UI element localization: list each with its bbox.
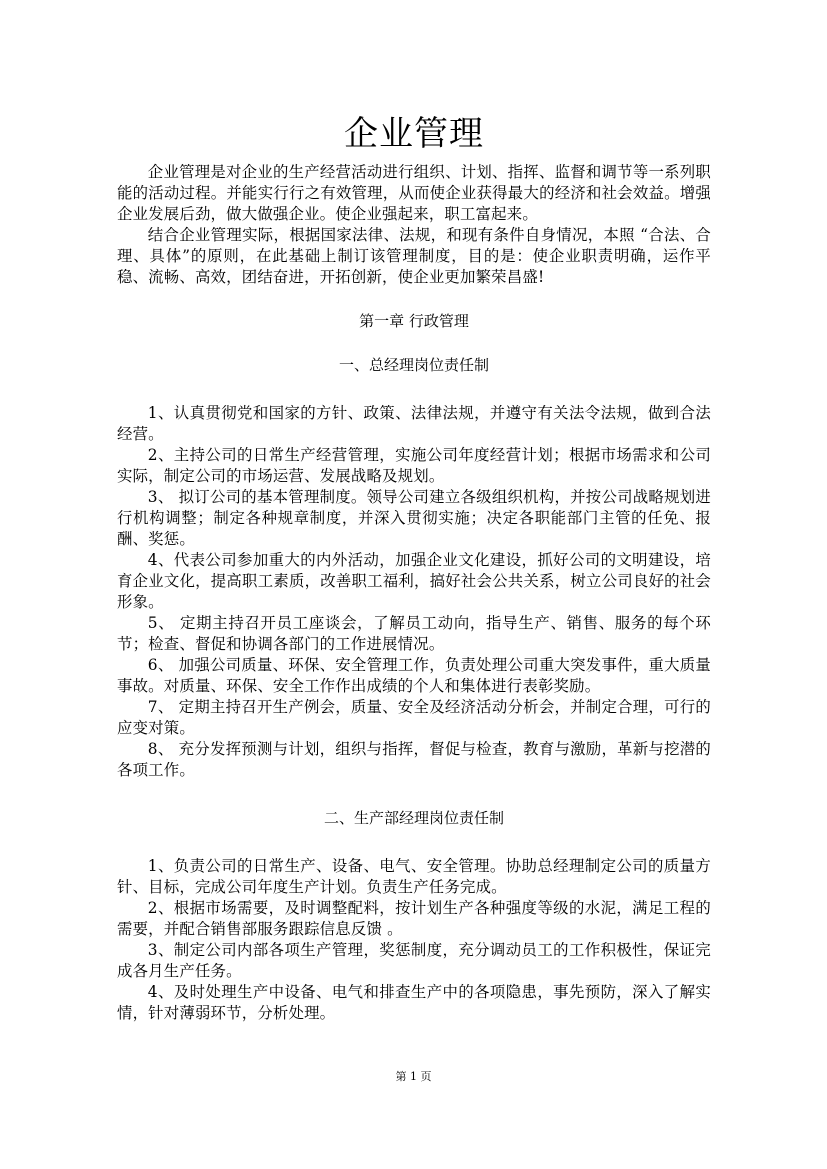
- list-item: 4、及时处理生产中设备、电气和排查生产中的各项隐患，事先预防，深入了解实情，针对薄弱环节，分析处理。: [117, 983, 711, 1022]
- list-item: 1、认真贯彻党和国家的方针、政策、法律法规，并遵守有关法令法规，做到合法经营。: [117, 404, 711, 443]
- list-item: 5、 定期主持召开员工座谈会，了解员工动向，指导生产、销售、服务的每个环节；检查、督促和协调各部门的工作进展情况。: [117, 614, 711, 653]
- list-item: 1、负责公司的日常生产、设备、电气、安全管理。协助总经理制定公司的质量方针、目标，完成公司年度生产计划。负责生产任务完成。: [117, 857, 711, 896]
- list-item: 6、 加强公司质量、环保、安全管理工作，负责处理公司重大突发事件，重大质量事故。对质量、环保、安全工作作出成绩的个人和集体进行表彰奖励。: [117, 656, 711, 695]
- document-body: [117, 112, 711, 1024]
- chapter-title: 第一章 行政管理: [359, 312, 469, 330]
- page-number: 第 1 页: [395, 1070, 432, 1083]
- list-item: 7、 定期主持召开生产例会，质量、安全及经济活动分析会，并制定合理，可行的应变对策。: [117, 698, 711, 737]
- list-item: 8、 充分发挥预测与计划，组织与指挥，督促与检查，教育与激励，革新与挖潜的各项工作。: [117, 740, 711, 779]
- list-item: 2、根据市场需要，及时调整配料，按计划生产各种强度等级的水泥，满足工程的需要，并配合销售部服务跟踪信息反馈 。: [117, 899, 711, 938]
- section-title: 一、总经理岗位责任制: [338, 356, 489, 374]
- document-title: 企业管理: [344, 114, 484, 154]
- list-item: 2、主持公司的日常生产经营管理，实施公司年度经营计划；根据市场需求和公司实际，制定公司的市场运营、发展战略及规划。: [117, 446, 711, 485]
- list-item: 3、 拟订公司的基本管理制度。领导公司建立各级组织机构，并按公司战略规划进行机构调整；制定各种规章制度，并深入贯彻实施；决定各职能部门主管的任免、报酬、奖惩。: [117, 488, 711, 548]
- list-item: 3、制定公司内部各项生产管理，奖惩制度，充分调动员工的工作积极性，保证完成各月生产任务。: [117, 941, 711, 980]
- section-title: 二、生产部经理岗位责任制: [323, 809, 504, 827]
- intro-paragraph: 结合企业管理实际，根据国家法律、法规，和现有条件自身情况，本照 “合法、合理、具体”的原则，在此基础上制订该管理制度，目的是：使企业职责明确，运作平稳、流畅、高效，团结奋进，开拓创新，使企业更加繁荣昌盛!: [117, 226, 711, 286]
- list-item: 4、代表公司参加重大的内外活动，加强企业文化建设，抓好公司的文明建设，培育企业文化，提高职工素质，改善职工福利，搞好社会公共关系，树立公司良好的社会形象。: [117, 551, 711, 611]
- intro-paragraph: 企业管理是对企业的生产经营活动进行组织、计划、指挥、监督和调节等一系列职能的活动过程。并能实行行之有效管理，从而使企业获得最大的经济和社会效益。增强企业发展后劲，做大做强企业。使企业强起来，职工富起来。: [117, 163, 711, 223]
